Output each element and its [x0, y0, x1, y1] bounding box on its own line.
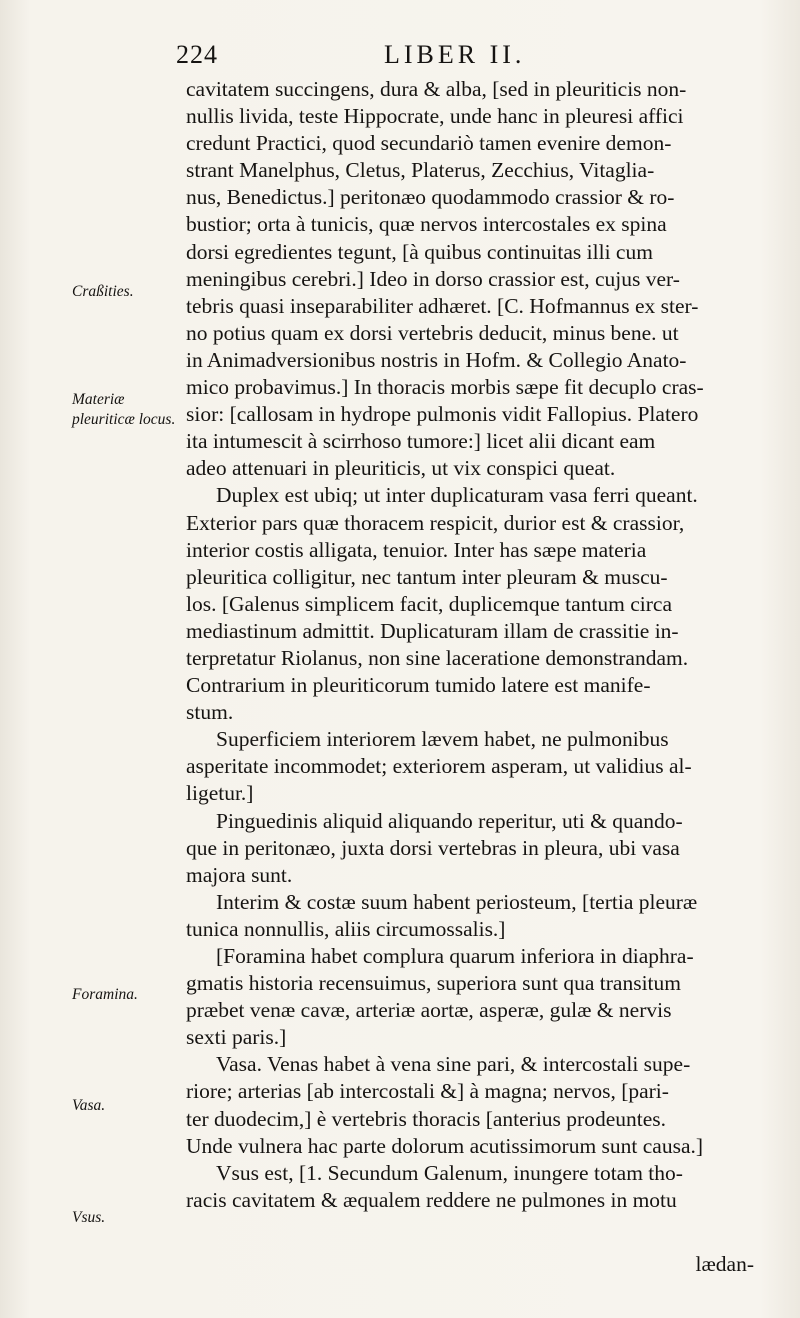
catchword: lædan-: [695, 1252, 754, 1276]
text-line: tebris quasi inseparabiliter adhæret. [C. Hofmannus ex ster-: [186, 293, 699, 318]
text-line: adeo attenuari in pleuriticis, ut vix conspici queat.: [186, 456, 616, 481]
text-line: no potius quam ex dorsi vertebris deducit, minus bene. ut: [186, 320, 679, 345]
body-text: [186, 76, 776, 1214]
text-line: tunica nonnullis, aliis circumossalis.]: [186, 916, 506, 941]
text-line: præbet venæ cavæ, arteriæ aortæ, asperæ, gulæ & nervis: [186, 998, 672, 1023]
margin-note: Craßities.: [72, 283, 134, 300]
text-line: Duplex est ubiq; ut inter duplicaturam vasa ferri queant.: [216, 483, 698, 508]
text-line: racis cavitatem & æqualem reddere ne pulmones in motu: [186, 1187, 677, 1212]
text-line: cavitatem succingens, dura & alba, [sed in pleuriticis non-: [186, 77, 687, 101]
text-line: bustior; orta à tunicis, quæ nervos intercostales ex spina: [186, 212, 667, 237]
text-line: meningibus cerebri.] Ideo in dorso crassior est, cujus ver-: [186, 266, 680, 291]
text-line: ligetur.]: [186, 781, 254, 806]
text-line: nus, Benedictus.] peritonæo quodammodo crassior & ro-: [186, 185, 675, 210]
text-line: ita intumescit à scirrhoso tumore:] licet alii dicant eam: [186, 429, 656, 454]
text-line: terpretatur Riolanus, non sine laceratione demonstrandam.: [186, 645, 689, 670]
margin-note: Vasa.: [72, 1097, 106, 1114]
running-head: LIBER II.: [384, 40, 526, 69]
margin-note: Foramina.: [72, 986, 138, 1003]
text-line: Superficiem interiorem lævem habet, ne pulmonibus: [216, 727, 669, 752]
text-line: Unde vulnera hac parte dolorum acutissimorum sunt causa.]: [186, 1133, 704, 1158]
text-line: ter duodecim,] è vertebris thoracis [anterius prodeuntes.: [186, 1106, 666, 1131]
page-header: [176, 40, 736, 74]
text-line: credunt Practici, quod secundariò tamen evenire demon-: [186, 131, 672, 156]
margin-note: Materiæ pleuriticæ locus.: [72, 391, 176, 428]
page-number: 224: [176, 40, 218, 69]
text-line: Interim & costæ suum habent periosteum, [tertia pleuræ: [216, 889, 698, 914]
text-line: los. [Galenus simplicem facit, duplicemque tantum circa: [186, 591, 672, 616]
text-line: Contrarium in pleuriticorum tumido latere est manife-: [186, 673, 651, 698]
text-line: majora sunt.: [186, 862, 293, 887]
text-line: interior costis alligata, tenuior. Inter has sæpe materia: [186, 537, 647, 562]
text-line: strant Manelphus, Cletus, Platerus, Zecchius, Vitaglia-: [186, 158, 655, 183]
text-line: mico probavimus.] In thoracis morbis sæpe fit decuplo cras-: [186, 375, 704, 400]
text-line: stum.: [186, 700, 234, 725]
text-line: pleuritica colligitur, nec tantum inter pleuram & muscu-: [186, 564, 668, 589]
text-line: Vasa. Venas habet à vena sine pari, & intercostali supe-: [216, 1052, 691, 1077]
text-line: in Animadversionibus nostris in Hofm. & Collegio Anato-: [186, 347, 687, 372]
text-line: sior: [callosam in hydrope pulmonis vidit Fallopius. Platero: [186, 402, 699, 427]
text-line: asperitate incommodet; exteriorem asperam, ut validius al-: [186, 754, 692, 779]
text-line: dorsi egredientes tegunt, [à quibus continuitas illi cum: [186, 239, 653, 264]
text-line: mediastinum admittit. Duplicaturam illam de crassitie in-: [186, 618, 679, 643]
text-line: nullis livida, teste Hippocrate, unde hanc in pleuresi affici: [186, 104, 684, 129]
text-line: Exterior pars quæ thoracem respicit, durior est & crassior,: [186, 510, 685, 535]
text-line: gmatis historia recensuimus, superiora sunt qua transitum: [186, 971, 682, 996]
margin-note: Vsus.: [72, 1209, 106, 1226]
text-line: Pinguedinis aliquid aliquando reperitur, uti & quando-: [216, 808, 683, 833]
text-line: sexti paris.]: [186, 1025, 287, 1050]
text-line: que in peritonæo, juxta dorsi vertebras in pleura, ubi vasa: [186, 835, 680, 860]
text-line: [Foramina habet complura quarum inferiora in diaphra-: [216, 944, 694, 968]
text-line: riore; arterias [ab intercostali &] à magna; nervos, [pari-: [186, 1079, 669, 1104]
text-line: Vsus est, [1. Secundum Galenum, inungere totam tho-: [216, 1160, 683, 1185]
